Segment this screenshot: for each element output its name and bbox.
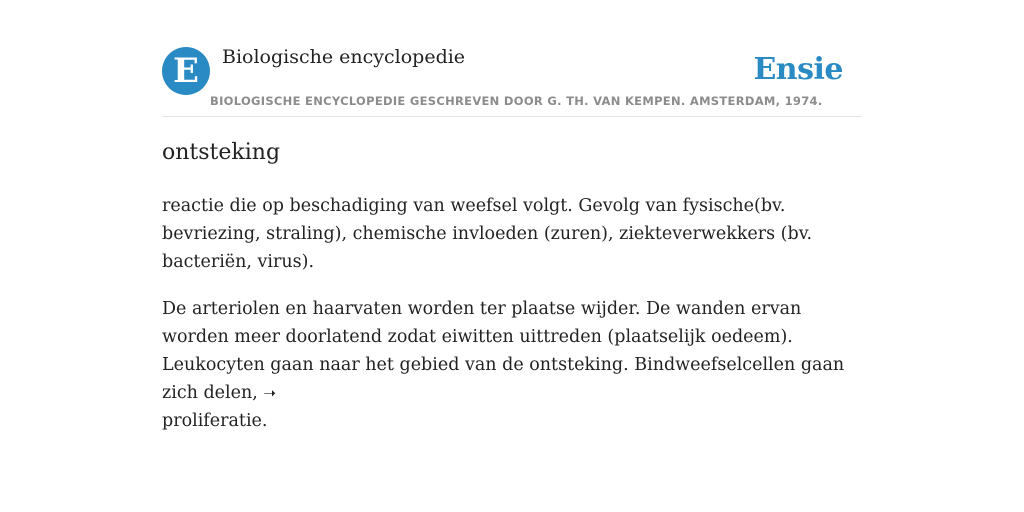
entry-paragraph: reactie die op beschadiging van weefsel volgt. Gevolg van fysische(bv. bevriezing, straling), chemische invloeden (zuren), ziekteverwekkers (bv. bacteriën, virus).: [162, 196, 813, 272]
book-subtitle: BIOLOGISCHE ENCYCLOPEDIE GESCHREVEN DOOR G. TH. VAN KEMPEN. AMSTERDAM, 1974.: [210, 94, 823, 108]
encyclopedia-logo[interactable]: E: [162, 47, 210, 95]
entry-paragraph-text: De arteriolen en haarvaten worden ter plaatse wijder. De wanden ervan worden meer doorlatend zodat eiwitten uittreden (plaatselijk oedeem). Leukocyten gaan naar het gebied van de ontsteking. Bindweefselcellen gaan zich delen,: [162, 299, 845, 403]
entry-body: [162, 192, 862, 454]
book-title-link[interactable]: Biologische encyclopedie: [222, 46, 466, 68]
entry-title: ontsteking: [162, 140, 281, 165]
page: [162, 0, 862, 431]
entry-paragraph: [162, 295, 862, 435]
ensie-brand-link[interactable]: Ensie: [753, 52, 843, 87]
cross-reference-link[interactable]: proliferatie.: [162, 411, 268, 431]
header: [162, 0, 862, 117]
arrow-right-icon: ➝: [263, 384, 276, 402]
